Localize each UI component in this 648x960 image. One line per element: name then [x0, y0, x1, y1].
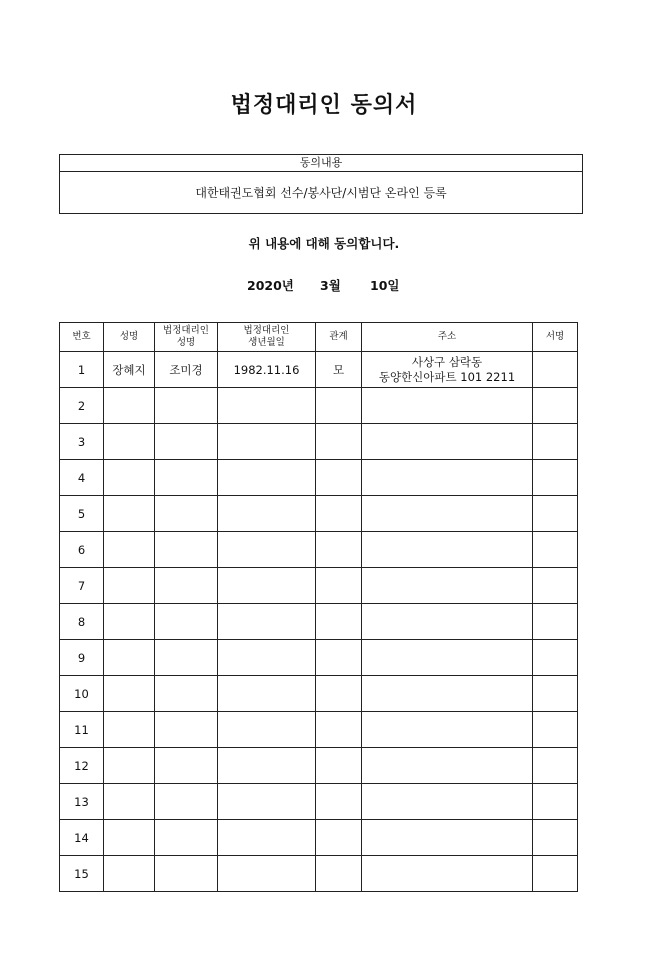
row-name: [104, 856, 155, 892]
row-address: [362, 784, 533, 820]
table-row: [60, 640, 578, 676]
row-number: 3: [60, 424, 104, 460]
row-signature: [533, 748, 578, 784]
consent-header: 동의내용: [60, 155, 582, 172]
row-guardian-name: [155, 748, 218, 784]
row-relation: [316, 532, 362, 568]
row-number: 14: [60, 820, 104, 856]
row-relation: [316, 856, 362, 892]
row-signature: [533, 352, 578, 388]
row-guardian-name: [155, 460, 218, 496]
col-header-address: 주소: [362, 323, 533, 352]
row-guardian-birth: [218, 640, 316, 676]
table-row: [60, 604, 578, 640]
row-guardian-birth: [218, 712, 316, 748]
row-signature: [533, 532, 578, 568]
row-address: [362, 712, 533, 748]
col-header-signature: 서명: [533, 323, 578, 352]
row-relation: 모: [316, 352, 362, 388]
row-number: 12: [60, 748, 104, 784]
row-address: [362, 424, 533, 460]
row-guardian-birth: [218, 676, 316, 712]
row-guardian-birth: [218, 496, 316, 532]
row-address: [362, 676, 533, 712]
table-row: [60, 352, 578, 388]
row-address: [362, 532, 533, 568]
row-number: 1: [60, 352, 104, 388]
row-address: [362, 568, 533, 604]
row-guardian-name: [155, 496, 218, 532]
row-guardian-birth: [218, 856, 316, 892]
row-signature: [533, 640, 578, 676]
table-row: [60, 856, 578, 892]
row-guardian-name: [155, 820, 218, 856]
row-relation: [316, 604, 362, 640]
row-guardian-birth: [218, 604, 316, 640]
table-row: [60, 496, 578, 532]
row-name: [104, 640, 155, 676]
table-row: [60, 460, 578, 496]
row-signature: [533, 460, 578, 496]
table-row: [60, 568, 578, 604]
row-guardian-name: [155, 388, 218, 424]
row-signature: [533, 424, 578, 460]
row-guardian-name: 조미경: [155, 352, 218, 388]
row-signature: [533, 676, 578, 712]
table-header-row: [60, 323, 578, 352]
row-guardian-name: [155, 640, 218, 676]
row-signature: [533, 568, 578, 604]
row-guardian-birth: [218, 424, 316, 460]
row-number: 2: [60, 388, 104, 424]
row-guardian-name: [155, 856, 218, 892]
row-number: 6: [60, 532, 104, 568]
row-name: [104, 784, 155, 820]
row-number: 4: [60, 460, 104, 496]
col-header-guardian-birth: 법정대리인 생년월일: [218, 323, 316, 352]
row-signature: [533, 388, 578, 424]
row-name: [104, 388, 155, 424]
row-relation: [316, 388, 362, 424]
row-name: 장혜지: [104, 352, 155, 388]
row-number: 8: [60, 604, 104, 640]
row-guardian-birth: [218, 784, 316, 820]
consent-table: [59, 322, 578, 892]
document-title: 법정대리인 동의서: [230, 93, 418, 118]
row-guardian-birth: [218, 820, 316, 856]
row-signature: [533, 604, 578, 640]
row-relation: [316, 460, 362, 496]
row-number: 11: [60, 712, 104, 748]
table-row: [60, 388, 578, 424]
row-address: [362, 856, 533, 892]
row-guardian-name: [155, 676, 218, 712]
table-row: [60, 532, 578, 568]
row-address: [362, 640, 533, 676]
row-address: [362, 460, 533, 496]
row-name: [104, 820, 155, 856]
row-name: [104, 676, 155, 712]
row-guardian-name: [155, 712, 218, 748]
table-row: [60, 784, 578, 820]
row-relation: [316, 568, 362, 604]
table-row: [60, 424, 578, 460]
row-name: [104, 532, 155, 568]
consent-box: [59, 154, 583, 214]
row-guardian-name: [155, 604, 218, 640]
consent-body: 대한태권도협회 선수/봉사단/시범단 온라인 등록: [195, 186, 447, 200]
row-guardian-name: [155, 568, 218, 604]
row-address: 사상구 삼락동 동양한신아파트 101 2211: [362, 352, 533, 388]
col-header-relation: 관계: [316, 323, 362, 352]
row-name: [104, 748, 155, 784]
table-row: [60, 676, 578, 712]
col-header-guardian-name: 법정대리인 성명: [155, 323, 218, 352]
row-guardian-birth: [218, 460, 316, 496]
date-year: 2020년: [247, 278, 294, 293]
row-signature: [533, 496, 578, 532]
row-relation: [316, 640, 362, 676]
date-day: 10일: [370, 278, 400, 293]
row-number: 15: [60, 856, 104, 892]
row-number: 9: [60, 640, 104, 676]
row-name: [104, 460, 155, 496]
row-guardian-name: [155, 532, 218, 568]
row-signature: [533, 820, 578, 856]
row-address: [362, 748, 533, 784]
row-signature: [533, 856, 578, 892]
row-relation: [316, 712, 362, 748]
row-number: 13: [60, 784, 104, 820]
row-guardian-birth: [218, 748, 316, 784]
row-relation: [316, 496, 362, 532]
row-guardian-birth: 1982.11.16: [218, 352, 316, 388]
row-guardian-name: [155, 424, 218, 460]
row-signature: [533, 712, 578, 748]
table-row: [60, 748, 578, 784]
row-name: [104, 496, 155, 532]
col-header-name: 성명: [104, 323, 155, 352]
row-name: [104, 424, 155, 460]
row-address: [362, 820, 533, 856]
col-header-number: 번호: [60, 323, 104, 352]
row-address: [362, 496, 533, 532]
table-row: [60, 712, 578, 748]
row-relation: [316, 784, 362, 820]
row-address: [362, 388, 533, 424]
row-name: [104, 712, 155, 748]
row-address: [362, 604, 533, 640]
table-row: [60, 820, 578, 856]
row-name: [104, 568, 155, 604]
agree-statement: 위 내용에 대해 동의합니다.: [248, 236, 400, 251]
row-guardian-birth: [218, 532, 316, 568]
row-number: 10: [60, 676, 104, 712]
row-number: 7: [60, 568, 104, 604]
date-month: 3월: [320, 278, 341, 293]
row-guardian-name: [155, 784, 218, 820]
row-guardian-birth: [218, 568, 316, 604]
row-name: [104, 604, 155, 640]
row-relation: [316, 676, 362, 712]
row-signature: [533, 784, 578, 820]
row-number: 5: [60, 496, 104, 532]
row-relation: [316, 424, 362, 460]
row-relation: [316, 820, 362, 856]
row-relation: [316, 748, 362, 784]
row-guardian-birth: [218, 388, 316, 424]
